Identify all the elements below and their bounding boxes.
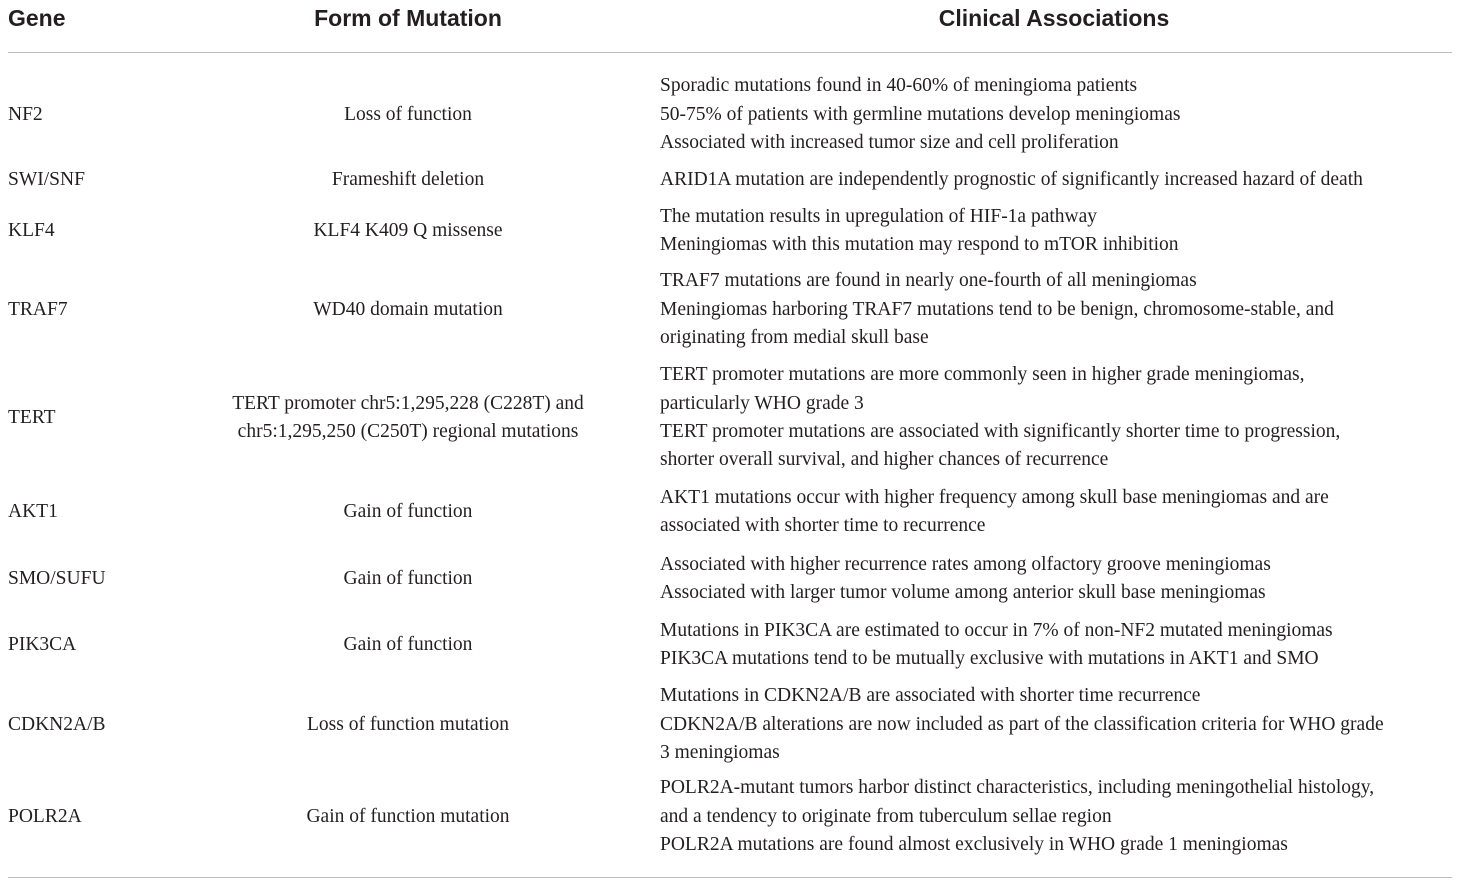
form-of-mutation-cell: [208, 262, 608, 358]
clinical-association-text: AKT1 mutations occur with higher frequency among skull base meningiomas and are: [660, 486, 1329, 508]
gene-cell: [8, 546, 198, 612]
clinical-associations-cell: [660, 612, 1455, 678]
gene-name: TRAF7: [8, 298, 68, 320]
table-row: [0, 546, 1460, 612]
clinical-association-text: TERT promoter mutations are more commonly seen in higher grade meningiomas,: [660, 364, 1305, 386]
clinical-association-text: Associated with increased tumor size and cell proliferation: [660, 132, 1119, 154]
clinical-associations-cell: [660, 678, 1455, 772]
gene-cell: [8, 772, 198, 862]
form-of-mutation-text: Loss of function mutation: [306, 713, 510, 735]
table-row: [0, 678, 1460, 772]
gene-cell: [8, 358, 198, 478]
form-of-mutation-cell: [208, 546, 608, 612]
gene-cell: [8, 612, 198, 678]
clinical-association-text: TERT promoter mutations are associated with significantly shorter time to progression,: [660, 421, 1341, 442]
form-of-mutation-text: chr5:1,295,250 (C250T) regional mutations: [237, 421, 579, 442]
header-gene: Gene: [8, 5, 66, 31]
clinical-association-text: TRAF7 mutations are found in nearly one-fourth of all meningiomas: [660, 270, 1197, 292]
table-row: [0, 772, 1460, 862]
form-of-mutation-cell: [208, 70, 608, 160]
clinical-associations-cell: [660, 478, 1455, 546]
form-of-mutation-text: TERT promoter chr5:1,295,228 (C228T) and: [232, 392, 584, 414]
clinical-associations-cell: [660, 200, 1455, 262]
form-of-mutation-cell: [208, 772, 608, 862]
clinical-associations-cell: [660, 160, 1455, 200]
clinical-association-text: CDKN2A/B alterations are now included as part of the classification criteria for WHO grade: [660, 713, 1384, 735]
clinical-association-text: originating from medial skull base: [660, 327, 929, 349]
clinical-association-text: shorter overall survival, and higher chances of recurrence: [660, 449, 1109, 471]
gene-name: POLR2A: [8, 805, 82, 827]
gene-cell: [8, 160, 198, 200]
gene-cell: [8, 678, 198, 772]
clinical-association-text: 50-75% of patients with germline mutations develop meningiomas: [660, 103, 1181, 125]
table-row: [0, 478, 1460, 546]
gene-cell: [8, 200, 198, 262]
form-of-mutation-text: Gain of function: [343, 500, 473, 522]
table-row: [0, 160, 1460, 200]
gene-name: SMO/SUFU: [8, 567, 106, 589]
form-of-mutation-text: Gain of function: [343, 633, 473, 655]
table-row: [0, 262, 1460, 358]
clinical-association-text: POLR2A-mutant tumors harbor distinct characteristics, including meningothelial histology,: [660, 777, 1375, 799]
form-of-mutation-cell: [208, 612, 608, 678]
table-row: [0, 70, 1460, 160]
form-of-mutation-text: Frameshift deletion: [331, 168, 485, 190]
clinical-associations-cell: [660, 546, 1455, 612]
form-of-mutation-cell: [208, 160, 608, 200]
form-of-mutation-cell: [208, 678, 608, 772]
table-row: [0, 358, 1460, 478]
gene-name: CDKN2A/B: [8, 713, 106, 735]
gene-name: KLF4: [8, 219, 55, 241]
clinical-association-text: particularly WHO grade 3: [660, 392, 864, 414]
table-row: [0, 612, 1460, 678]
table-row: [0, 200, 1460, 262]
header-form-of-mutation: Form of Mutation: [314, 5, 502, 31]
clinical-associations-cell: [660, 70, 1455, 160]
clinical-association-text: Associated with higher recurrence rates among olfactory groove meningiomas: [660, 553, 1271, 575]
form-of-mutation-text: WD40 domain mutation: [313, 298, 503, 320]
form-of-mutation-text: Loss of function: [344, 103, 472, 125]
form-of-mutation-text: KLF4 K409 Q missense: [313, 219, 503, 241]
clinical-association-text: Mutations in CDKN2A/B are associated with shorter time recurrence: [660, 685, 1201, 707]
clinical-association-text: Meningiomas harboring TRAF7 mutations tend to be benign, chromosome-stable, and: [660, 298, 1334, 320]
clinical-association-text: Meningiomas with this mutation may respond to mTOR inhibition: [660, 234, 1179, 255]
clinical-association-text: associated with shorter time to recurrence: [660, 515, 986, 536]
clinical-associations-cell: [660, 262, 1455, 358]
clinical-associations-cell: [660, 358, 1455, 478]
gene-cell: [8, 262, 198, 358]
form-of-mutation-cell: [208, 478, 608, 546]
table-bottom-rule: [8, 877, 1452, 878]
gene-name: AKT1: [8, 500, 58, 522]
gene-name: SWI/SNF: [8, 168, 85, 190]
gene-name: PIK3CA: [8, 633, 77, 655]
gene-name: NF2: [8, 103, 43, 125]
gene-name: TERT: [8, 406, 56, 428]
gene-cell: [8, 478, 198, 546]
clinical-association-text: The mutation results in upregulation of HIF-1a pathway: [660, 205, 1098, 227]
clinical-association-text: POLR2A mutations are found almost exclusively in WHO grade 1 meningiomas: [660, 834, 1288, 856]
form-of-mutation-cell: [208, 358, 608, 478]
clinical-association-text: Mutations in PIK3CA are estimated to occur in 7% of non-NF2 mutated meningiomas: [660, 619, 1333, 641]
clinical-association-text: Sporadic mutations found in 40-60% of meningioma patients: [660, 75, 1138, 97]
form-of-mutation-cell: [208, 200, 608, 262]
clinical-association-text: PIK3CA mutations tend to be mutually exclusive with mutations in AKT1 and SMO: [660, 648, 1319, 669]
header-clinical-associations: Clinical Associations: [938, 5, 1170, 31]
form-of-mutation-text: Gain of function mutation: [306, 805, 510, 827]
form-of-mutation-text: Gain of function: [343, 567, 473, 589]
clinical-association-text: 3 meningiomas: [660, 742, 780, 764]
clinical-association-text: ARID1A mutation are independently prognostic of significantly increased hazard of death: [660, 168, 1363, 190]
clinical-association-text: and a tendency to originate from tuberculum sellae region: [660, 805, 1112, 827]
clinical-association-text: Associated with larger tumor volume among anterior skull base meningiomas: [660, 582, 1266, 603]
clinical-associations-cell: [660, 772, 1455, 862]
gene-cell: [8, 70, 198, 160]
